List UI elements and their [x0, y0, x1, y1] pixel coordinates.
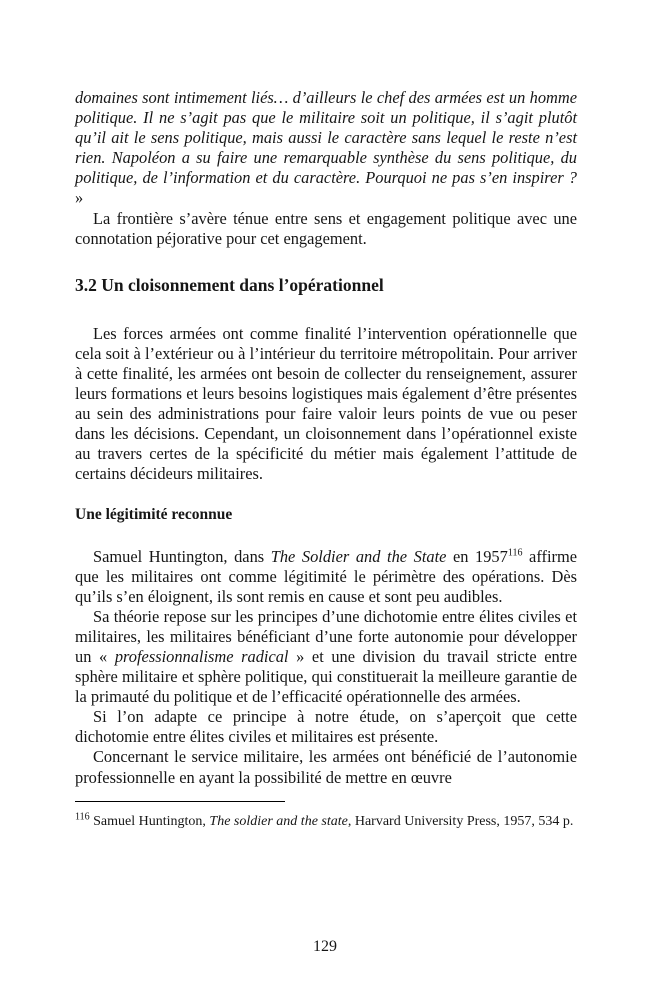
text-span: Samuel Huntington, — [89, 813, 210, 829]
book-title: The Soldier and the State — [270, 546, 447, 566]
text-span: » et une division du travail stricte entre sphère militaire et sphère politique, qui constituerait la meilleure garantie de la primauté du politique et de l’efficacité opérationnelle des armées. — [75, 646, 578, 707]
footnote-ref[interactable]: 116 — [507, 547, 523, 559]
quote-paragraph — [75, 88, 577, 209]
paragraph-huntington — [75, 547, 577, 607]
footnote-number: 116 — [75, 810, 90, 822]
section-title: 3.2 Un cloisonnement dans l’opérationnel — [75, 274, 384, 295]
paragraph-forces: Les forces armées ont comme finalité l’intervention opérationnelle que cela soit à l’extérieur ou à l’intérieur du territoire métropolitain. Pour arriver à cette finalité, les armées ont besoin de collecter du renseignement, assurer leurs formations et leurs besoins logistiques mais également d’être présentes au sein des administrations pour faire valoir leurs points de vue ou peser dans les décisions. Cependant, un cloisonnement dans l’opérationnel existe au travers certes de la spécificité du métier mais également l’attitude de certains décideurs militaires. — [75, 323, 577, 484]
text-span: affirme que les militaires ont comme légitimité le périmètre des opérations. Dès qu’ils s’en éloignent, ils sont remis en cause et sont peu audibles. — [75, 546, 577, 606]
text-span: , Harvard University Press, 1957, 534 p. — [347, 813, 574, 829]
footnote — [75, 812, 577, 831]
quote-closing: » — [75, 188, 84, 208]
text-span: Sa théorie repose sur les principes d’une dichotomie entre élites civiles et militaires, les militaires bénéficiant d’une forte autonomie pour développer un « — [75, 606, 577, 666]
quote-text: domaines sont intimement liés… d’ailleurs le chef des armées est un homme politique. Il ne s’agit pas que le militaire soit un politique, il s’agit plutôt qu’il ait le sens politique, mais aussi le caractère sans lequel le reste n’est rien. Napoléon a su faire une remarquable synthèse du sens politique, du politique, de l’information et du caractère. Pourquoi ne pas s’en inspirer ? — [75, 88, 577, 188]
page-number: 129 — [313, 938, 337, 955]
paragraph-theorie — [75, 607, 577, 707]
italic-term: professionnalisme radical — [114, 646, 289, 666]
text-span: Samuel Huntington, dans — [93, 546, 271, 566]
footnote-divider — [75, 801, 285, 802]
text-span: en 1957 — [446, 546, 508, 566]
page-body — [75, 88, 577, 831]
paragraph-frontiere: La frontière s’avère ténue entre sens et engagement politique avec une connotation péjorative pour cet engagement. — [75, 208, 577, 248]
paragraph-adapte: Si l’on adapte ce principe à notre étude, on s’aperçoit que cette dichotomie entre élites civiles et militaires est présente. — [75, 707, 577, 747]
footnote-title: The soldier and the state — [209, 813, 348, 829]
paragraph-service: Concernant le service militaire, les armées ont bénéficié de l’autonomie professionnelle en ayant la possibilité de mettre en œuvre — [75, 747, 577, 787]
subsection-title: Une légitimité reconnue — [75, 505, 233, 523]
